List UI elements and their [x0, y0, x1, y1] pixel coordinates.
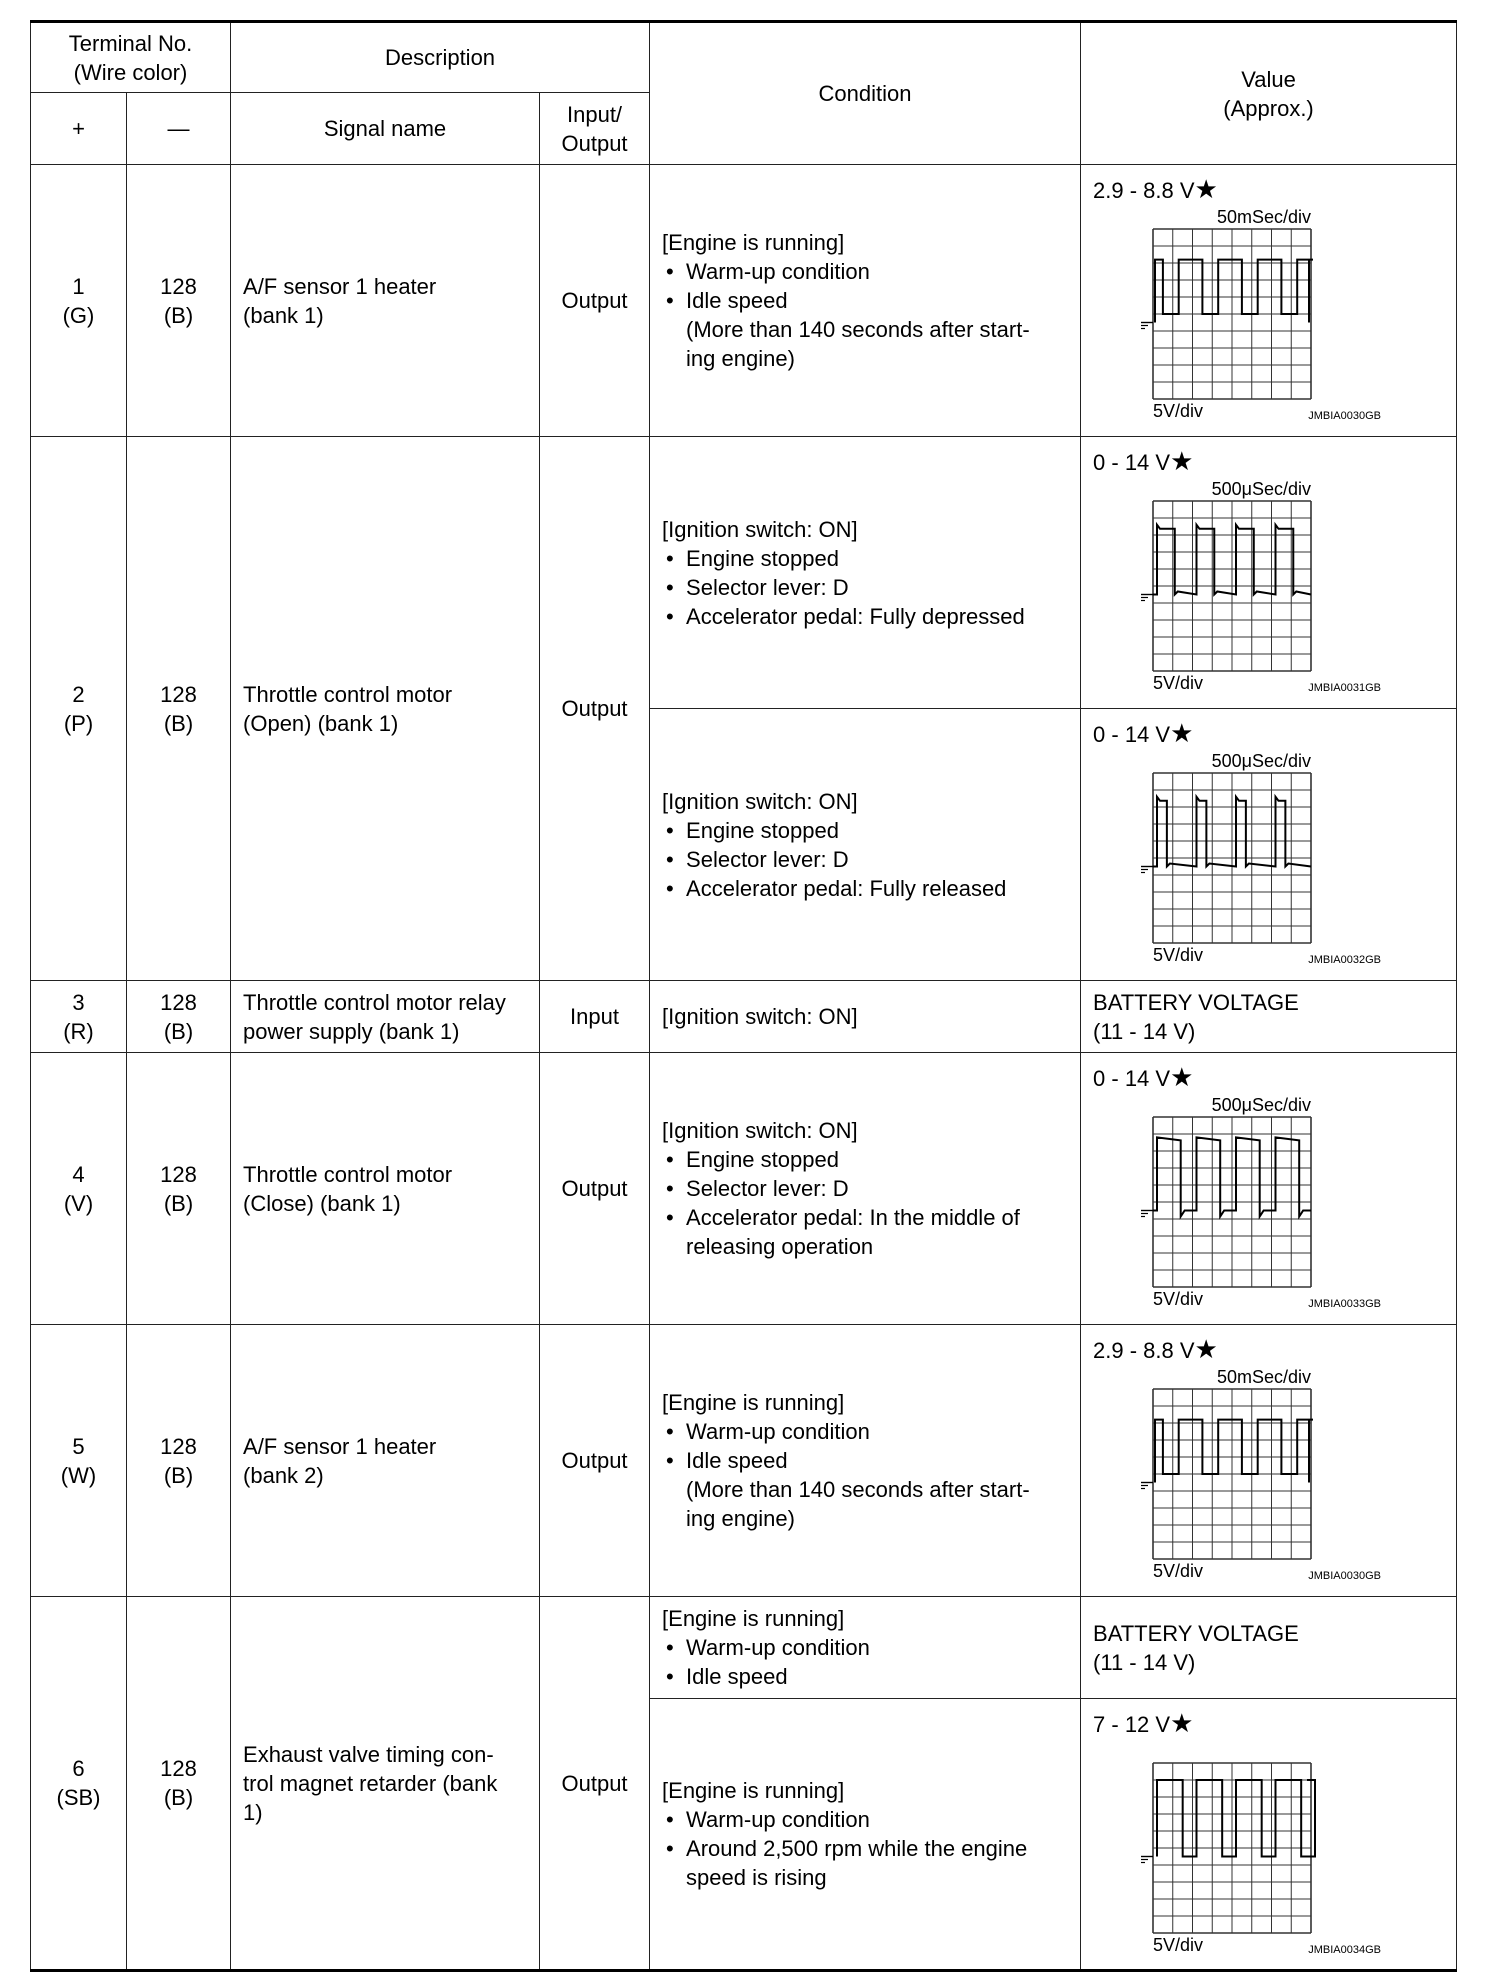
waveform-scope: [1093, 479, 1383, 691]
header-wire-color-label: (Wire color): [73, 59, 188, 85]
condition-item: • Selector lever: D: [662, 1174, 1068, 1203]
signal-name-cell: [231, 981, 540, 1053]
figure-code: JMBIA0030GB: [1308, 410, 1382, 419]
table-row: [31, 1597, 1457, 1699]
header-plus: +: [31, 93, 127, 165]
condition-note: (More than 140 seconds after start-: [686, 317, 1030, 342]
wire-color: (B): [163, 302, 194, 328]
figure-code: JMBIA0034GB: [1308, 1944, 1382, 1953]
time-div-label: 500μSec/div: [1211, 1095, 1312, 1115]
condition-cell: [650, 1325, 1081, 1597]
value-cell: [1081, 1053, 1457, 1325]
condition-item: • Idle speed (More than 140 seconds after start- ing engine): [662, 286, 1068, 373]
star-icon: ★: [1170, 1708, 1194, 1738]
wire-color: (B): [163, 1190, 194, 1216]
condition-item: • Idle speed (More than 140 seconds after start- ing engine): [662, 1446, 1068, 1533]
terminal-number: 128: [160, 681, 197, 707]
header-value-label: Value: [1241, 66, 1296, 92]
value-voltage: 2.9 - 8.8 V: [1093, 178, 1195, 203]
header-description: Description: [231, 22, 650, 93]
header-condition: Condition: [650, 22, 1081, 165]
time-div-label: 500μSec/div: [1211, 479, 1312, 499]
condition-list: [662, 257, 1068, 373]
terminal-minus-cell: [127, 981, 231, 1053]
scope-grid: [1153, 501, 1311, 671]
header-terminal: [31, 22, 231, 93]
terminal-minus-cell: [127, 165, 231, 437]
waveform-figure: [1093, 1367, 1444, 1579]
volt-div-label: 5V/div: [1153, 1935, 1204, 1953]
header-io-line-2: Output: [561, 130, 628, 156]
condition-heading: [Engine is running]: [662, 1778, 845, 1803]
header-signal-name: Signal name: [231, 93, 540, 165]
signal-name-cell: [231, 1053, 540, 1325]
condition-cell: [650, 165, 1081, 437]
waveform-trace: [1155, 260, 1313, 323]
condition-note: ing engine): [686, 346, 795, 371]
wire-color: (P): [63, 710, 94, 736]
figure-code: JMBIA0033GB: [1308, 1298, 1382, 1307]
waveform-figure: [1093, 207, 1444, 419]
terminal-plus-cell: [31, 1053, 127, 1325]
value-range: [1093, 1063, 1444, 1093]
figure-code: JMBIA0031GB: [1308, 682, 1382, 691]
header-terminal-label: Terminal No.: [68, 30, 193, 56]
figure-code: JMBIA0030GB: [1308, 1570, 1382, 1579]
condition-item: • Warm-up condition: [662, 1805, 1068, 1834]
condition-text: [662, 1388, 1068, 1533]
terminal-plus-cell: [31, 437, 127, 981]
terminal-table-container: [30, 20, 1456, 1972]
volt-div-label: 5V/div: [1153, 401, 1204, 419]
table-row: [31, 437, 1457, 709]
input-output-cell: Output: [540, 1325, 650, 1597]
terminal-number: 3: [72, 989, 85, 1015]
signal-name-line: trol magnet retarder (bank: [243, 1770, 498, 1796]
waveform-figure: [1093, 1095, 1444, 1307]
condition-text: [662, 228, 1068, 373]
value-voltage: 0 - 14 V: [1093, 450, 1171, 475]
condition-item: • Idle speed: [662, 1662, 1068, 1691]
input-output-cell: Output: [540, 165, 650, 437]
scope-grid: [1153, 1763, 1311, 1933]
condition-note: (More than 140 seconds after start-: [686, 1477, 1030, 1502]
volt-div-label: 5V/div: [1153, 1561, 1204, 1579]
waveform-scope: [1093, 1741, 1383, 1953]
wire-color: (G): [62, 302, 95, 328]
star-icon: ★: [1194, 174, 1218, 204]
signal-name-cell: [231, 437, 540, 981]
condition-item: • Engine stopped: [662, 1145, 1068, 1174]
value-text: BATTERY VOLTAGE: [1093, 989, 1299, 1015]
waveform-scope: [1093, 1095, 1383, 1307]
condition-text: [662, 1604, 1068, 1691]
condition-item: • Engine stopped: [662, 816, 1068, 845]
condition-cell: [650, 1053, 1081, 1325]
ground-marker-icon: [1141, 867, 1153, 873]
condition-item: • Selector lever: D: [662, 573, 1068, 602]
signal-name-line: (bank 2): [243, 1462, 324, 1488]
condition-continuation: releasing operation: [686, 1234, 874, 1259]
condition-text: [662, 787, 1068, 903]
waveform-figure: [1093, 751, 1444, 963]
signal-name-line: (Open) (bank 1): [243, 710, 399, 736]
terminal-number: 128: [160, 1756, 197, 1781]
wire-color: (B): [163, 1785, 194, 1810]
condition-item: • Engine stopped: [662, 544, 1068, 573]
value-voltage: 0 - 14 V: [1093, 1066, 1171, 1091]
signal-name-line: (Close) (bank 1): [243, 1190, 401, 1216]
condition-item: • Accelerator pedal: Fully depressed: [662, 602, 1068, 631]
condition-list: [662, 544, 1068, 631]
waveform-figure: [1093, 1741, 1444, 1953]
condition-list: [662, 1633, 1068, 1691]
value-range: [1093, 175, 1444, 205]
terminal-number: 128: [160, 273, 197, 299]
value-range: (11 - 14 V): [1093, 1018, 1196, 1044]
signal-name-cell: [231, 1597, 540, 1971]
condition-item: • Warm-up condition: [662, 257, 1068, 286]
condition-text: [662, 515, 1068, 631]
terminal-number: 128: [160, 1433, 197, 1459]
waveform-figure: [1093, 479, 1444, 691]
terminal-minus-cell: [127, 1325, 231, 1597]
input-output-cell: Output: [540, 1053, 650, 1325]
condition-cell: [650, 1597, 1081, 1699]
value-cell: [1081, 709, 1457, 981]
signal-name-line: Throttle control motor: [243, 1161, 453, 1187]
terminal-number: 2: [72, 681, 85, 707]
volt-div-label: 5V/div: [1153, 945, 1204, 963]
condition-item: • Accelerator pedal: In the middle of releasing operation: [662, 1203, 1068, 1261]
star-icon: ★: [1170, 1062, 1194, 1092]
terminal-minus-cell: [127, 1597, 231, 1971]
star-icon: ★: [1170, 446, 1194, 476]
terminal-minus-cell: [127, 1053, 231, 1325]
header-minus: —: [127, 93, 231, 165]
condition-list: [662, 1417, 1068, 1533]
value-cell: [1081, 1325, 1457, 1597]
condition-text: [662, 1116, 1068, 1261]
volt-div-label: 5V/div: [1153, 673, 1204, 691]
volt-div-label: 5V/div: [1153, 1289, 1204, 1307]
ground-marker-icon: [1141, 1857, 1153, 1863]
wire-color: (B): [163, 710, 194, 736]
signal-name-cell: [231, 1325, 540, 1597]
value-voltage: 2.9 - 8.8 V: [1093, 1338, 1195, 1363]
ground-marker-icon: [1141, 1211, 1153, 1217]
time-div-label: 50mSec/div: [1216, 1367, 1312, 1387]
terminal-number: 128: [160, 1161, 197, 1187]
signal-name-line: Exhaust valve timing con-: [243, 1741, 494, 1767]
header-approx-label: (Approx.): [1223, 95, 1314, 121]
condition-cell: [650, 1699, 1081, 1971]
header-row-1: [31, 22, 1457, 93]
condition-heading: [Engine is running]: [662, 1390, 845, 1415]
value-cell: [1081, 165, 1457, 437]
value-voltage: 7 - 12 V: [1093, 1712, 1171, 1737]
condition-item: • Selector lever: D: [662, 845, 1068, 874]
condition-item: • Warm-up condition: [662, 1417, 1068, 1446]
terminal-plus-cell: [31, 981, 127, 1053]
terminal-number: 6: [72, 1756, 85, 1781]
input-output-cell: Output: [540, 437, 650, 981]
value-range: [1093, 719, 1444, 749]
condition-heading: [Ignition switch: ON]: [662, 788, 858, 814]
time-div-label: 50mSec/div: [1216, 207, 1312, 227]
terminal-plus-cell: [31, 1597, 127, 1971]
condition-cell: [650, 437, 1081, 709]
table-row: [31, 165, 1457, 437]
star-icon: ★: [1194, 1334, 1218, 1364]
wire-color: (B): [163, 1018, 194, 1044]
signal-name-line: Throttle control motor relay: [243, 989, 506, 1015]
condition-heading: [Ignition switch: ON]: [662, 1004, 858, 1029]
waveform-scope: [1093, 1367, 1383, 1579]
signal-name-line: Throttle control motor: [243, 681, 453, 707]
condition-heading: [Ignition switch: ON]: [662, 1118, 858, 1143]
condition-note: ing engine): [686, 1506, 795, 1531]
terminal-number: 128: [160, 989, 197, 1015]
value-cell: [1081, 1699, 1457, 1971]
condition-continuation: speed is rising: [686, 1865, 827, 1890]
value-range: (11 - 14 V): [1093, 1649, 1196, 1675]
wire-color: (V): [63, 1190, 94, 1216]
wire-color: (W): [60, 1462, 97, 1488]
header-io-line-1: Input/: [567, 101, 623, 127]
signal-name-cell: [231, 165, 540, 437]
value-cell: [1081, 437, 1457, 709]
table-row: [31, 1053, 1457, 1325]
value-voltage: 0 - 14 V: [1093, 722, 1171, 747]
wire-color: (R): [63, 1018, 94, 1044]
condition-heading: [Engine is running]: [662, 1606, 845, 1631]
table-body: [31, 165, 1457, 1971]
wire-color: (B): [163, 1462, 194, 1488]
signal-name-line: A/F sensor 1 heater: [243, 1433, 437, 1459]
waveform-scope: [1093, 751, 1383, 963]
scope-grid: [1153, 1117, 1311, 1287]
value-cell: [1081, 981, 1457, 1053]
scope-grid: [1153, 773, 1311, 943]
star-icon: ★: [1170, 718, 1194, 748]
terminal-number: 5: [72, 1433, 85, 1459]
condition-list: [662, 1145, 1068, 1261]
condition-cell: [650, 981, 1081, 1053]
condition-item: • Around 2,500 rpm while the engine speed is rising: [662, 1834, 1068, 1892]
header-value: [1081, 22, 1457, 165]
value-range: [1093, 1335, 1444, 1365]
signal-name-line: 1): [243, 1799, 263, 1825]
terminal-plus-cell: [31, 1325, 127, 1597]
time-div-label: 500μSec/div: [1211, 751, 1312, 771]
condition-list: [662, 816, 1068, 903]
terminal-table: [30, 20, 1457, 1972]
signal-name-line: (bank 1): [243, 302, 324, 328]
value-range: [1093, 447, 1444, 477]
terminal-minus-cell: [127, 437, 231, 981]
waveform-scope: [1093, 207, 1383, 419]
value-text: BATTERY VOLTAGE: [1093, 1620, 1299, 1646]
condition-item: • Accelerator pedal: Fully released: [662, 874, 1068, 903]
condition-list: [662, 1805, 1068, 1892]
condition-text: [662, 1776, 1068, 1892]
ground-marker-icon: [1141, 595, 1153, 601]
terminal-number: 1: [72, 273, 85, 299]
signal-name-line: A/F sensor 1 heater: [243, 273, 437, 299]
condition-heading: [Ignition switch: ON]: [662, 516, 858, 542]
wire-color: (SB): [56, 1785, 101, 1810]
ground-marker-icon: [1141, 323, 1153, 329]
terminal-number: 4: [72, 1161, 85, 1187]
value-range: [1093, 1709, 1444, 1739]
value-cell: [1081, 1597, 1457, 1699]
condition-heading: [Engine is running]: [662, 230, 845, 255]
condition-cell: [650, 709, 1081, 981]
table-row: [31, 981, 1457, 1053]
ground-marker-icon: [1141, 1483, 1153, 1489]
waveform-trace: [1155, 1420, 1313, 1483]
table-row: [31, 1325, 1457, 1597]
input-output-cell: Output: [540, 1597, 650, 1971]
header-input-output: [540, 93, 650, 165]
figure-code: JMBIA0032GB: [1308, 954, 1382, 963]
input-output-cell: Input: [540, 981, 650, 1053]
condition-text: [662, 1002, 1068, 1031]
condition-item: • Warm-up condition: [662, 1633, 1068, 1662]
terminal-plus-cell: [31, 165, 127, 437]
signal-name-line: power supply (bank 1): [243, 1018, 460, 1044]
